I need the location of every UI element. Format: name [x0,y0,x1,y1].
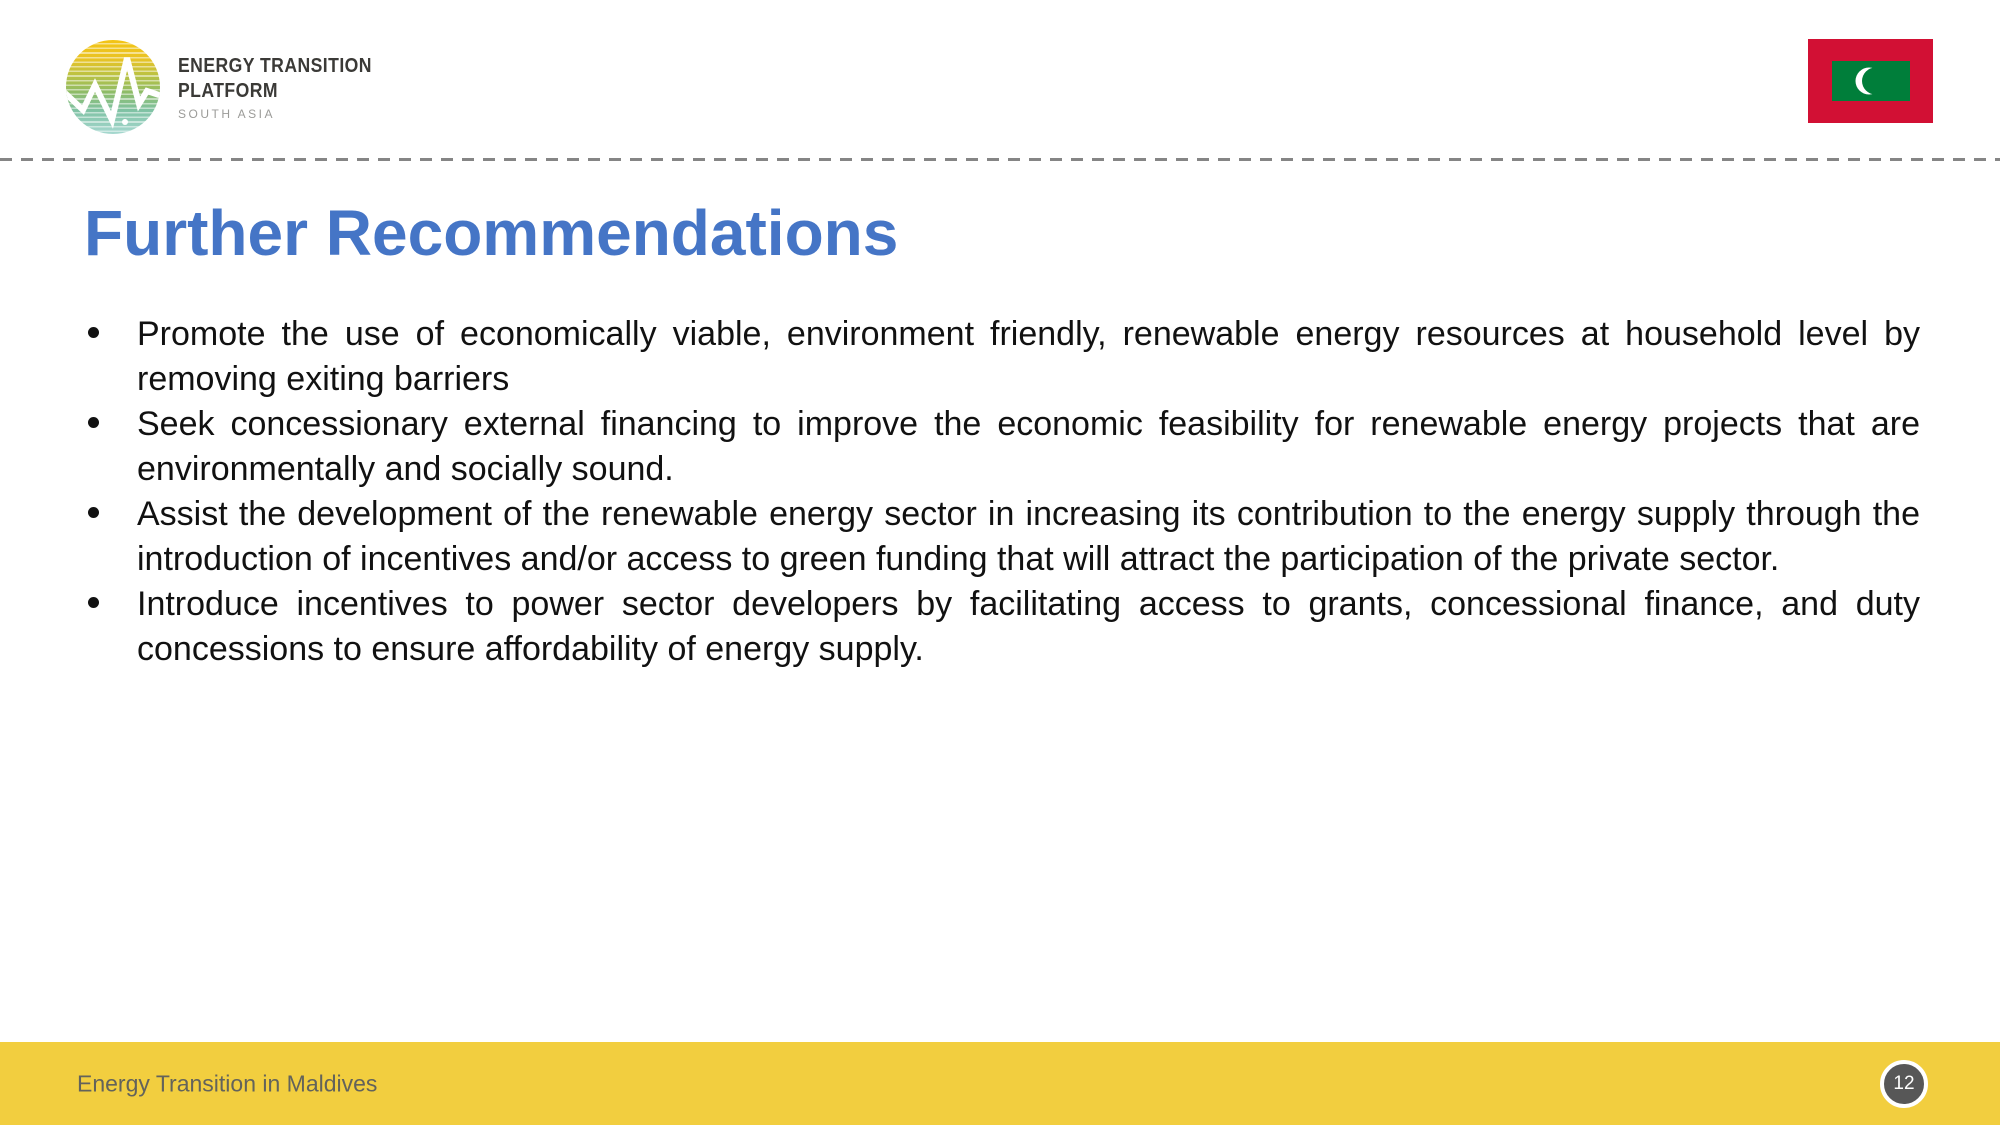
list-item [88,492,1920,582]
page-number-badge: 12 [1880,1060,1928,1108]
footer-title: Energy Transition in Maldives [77,1070,378,1096]
bullet-icon [88,312,137,338]
logo-line-energy-transition: ENERGY TRANSITION [178,55,372,77]
bullet-icon [88,582,137,608]
dashed-divider [0,158,2000,161]
page-title: Further Recommendations [84,197,899,269]
logo-line-platform: PLATFORM [178,80,278,102]
bullet-text: Assist the development of the renewable energy sector in increasing its contribution to the energy supply through the introduction of incentives and/or access to green funding that will attract the participation of the private sector. [137,495,1920,578]
footer-bar [0,1042,2000,1125]
energy-transition-platform-logo-icon [66,40,160,134]
pulse-zigzag-icon [66,40,160,134]
bullet-text: Introduce incentives to power sector developers by facilitating access to grants, concessional finance, and duty concessions to ensure affordability of energy supply. [137,585,1920,668]
maldives-flag-icon [1808,39,1933,123]
bullet-text: Seek concessionary external financing to improve the economic feasibility for renewable energy projects that are environmentally and socially sound. [137,405,1920,488]
energy-transition-platform-logo [66,40,398,134]
list-item [88,402,1920,492]
bullet-icon [88,492,137,518]
list-item [88,582,1920,672]
logo-line-south-asia: SOUTH ASIA [178,107,276,121]
bullet-text: Promote the use of economically viable, environment friendly, renewable energy resources at household level by removing exiting barriers [137,315,1920,398]
logo-wordmark [178,54,398,120]
bullet-icon [88,402,137,428]
recommendations-list [88,312,1920,672]
list-item [88,312,1920,402]
